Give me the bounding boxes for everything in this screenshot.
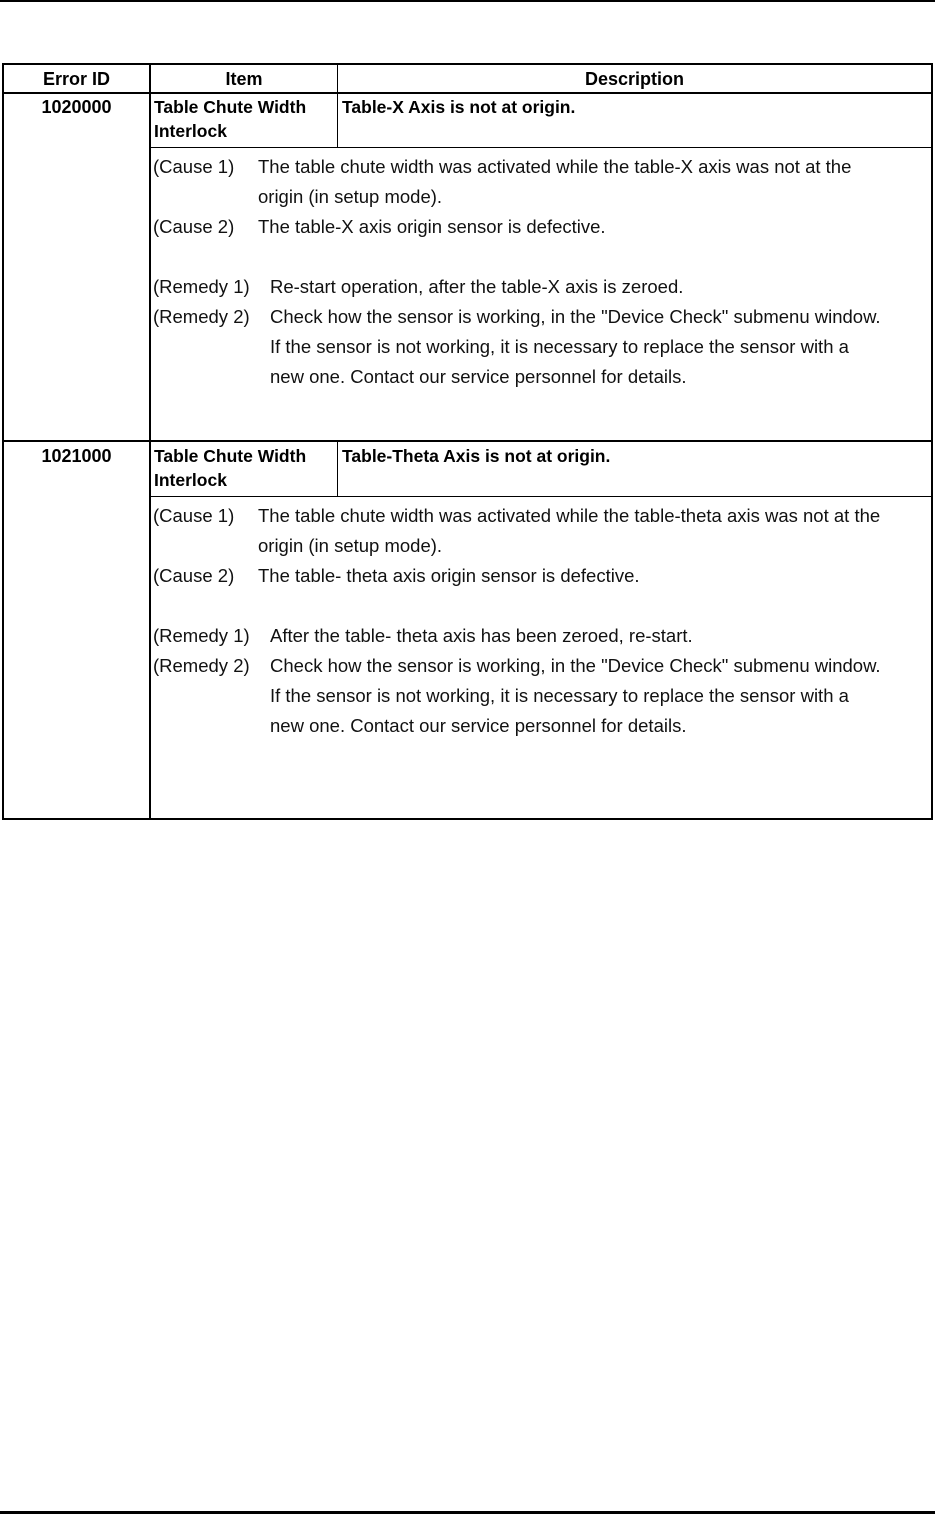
detail-text: Check how the sensor is working, in the "Device Check" submenu window.: [270, 655, 881, 676]
divider: [4, 440, 931, 442]
detail-label: (Remedy 1): [153, 276, 250, 297]
error-description: Table-X Axis is not at origin.: [342, 97, 576, 117]
divider: [149, 147, 931, 148]
top-rule: [0, 0, 935, 2]
divider: [337, 440, 338, 497]
divider: [149, 65, 151, 818]
detail-label: (Cause 1): [153, 156, 235, 177]
error-description: Table-Theta Axis is not at origin.: [342, 446, 611, 466]
detail-text: After the table- theta axis has been zeroed, re-start.: [270, 625, 693, 646]
detail-text: new one. Contact our service personnel for details.: [270, 366, 687, 387]
detail-text: The table chute width was activated while the table-X axis was not at the: [258, 156, 852, 177]
detail-text: If the sensor is not working, it is necessary to replace the sensor with a: [270, 685, 849, 706]
detail-text: origin (in setup mode).: [258, 186, 443, 207]
detail-text: new one. Contact our service personnel for details.: [270, 715, 687, 736]
divider: [149, 496, 931, 497]
item-line: Interlock: [154, 121, 227, 141]
detail-text: If the sensor is not working, it is necessary to replace the sensor with a: [270, 336, 849, 357]
detail-label: (Remedy 1): [153, 625, 250, 646]
error-item: [154, 95, 306, 143]
detail-label: (Cause 2): [153, 216, 235, 237]
detail-label: (Cause 2): [153, 565, 235, 586]
detail-text: The table- theta axis origin sensor is defective.: [258, 565, 640, 586]
detail-text: origin (in setup mode).: [258, 535, 443, 556]
error-id: 1021000: [41, 446, 112, 466]
detail-label: (Remedy 2): [153, 655, 250, 676]
divider: [4, 92, 931, 94]
detail-text: The table-X axis origin sensor is defective.: [258, 216, 606, 237]
error-id: 1020000: [41, 97, 112, 117]
detail-text: The table chute width was activated while the table-theta axis was not at the: [258, 505, 881, 526]
error-item: [154, 444, 306, 492]
header-error-id: Error ID: [42, 69, 111, 89]
header-item: Item: [225, 69, 263, 89]
item-line: Interlock: [154, 470, 227, 490]
detail-text: Re-start operation, after the table-X axis is zeroed.: [270, 276, 684, 297]
item-line: Table Chute Width: [154, 446, 307, 466]
detail-label: (Cause 1): [153, 505, 235, 526]
item-line: Table Chute Width: [154, 97, 307, 117]
detail-text: Check how the sensor is working, in the "Device Check" submenu window.: [270, 306, 881, 327]
detail-label: (Remedy 2): [153, 306, 250, 327]
header-description: Description: [584, 69, 685, 89]
